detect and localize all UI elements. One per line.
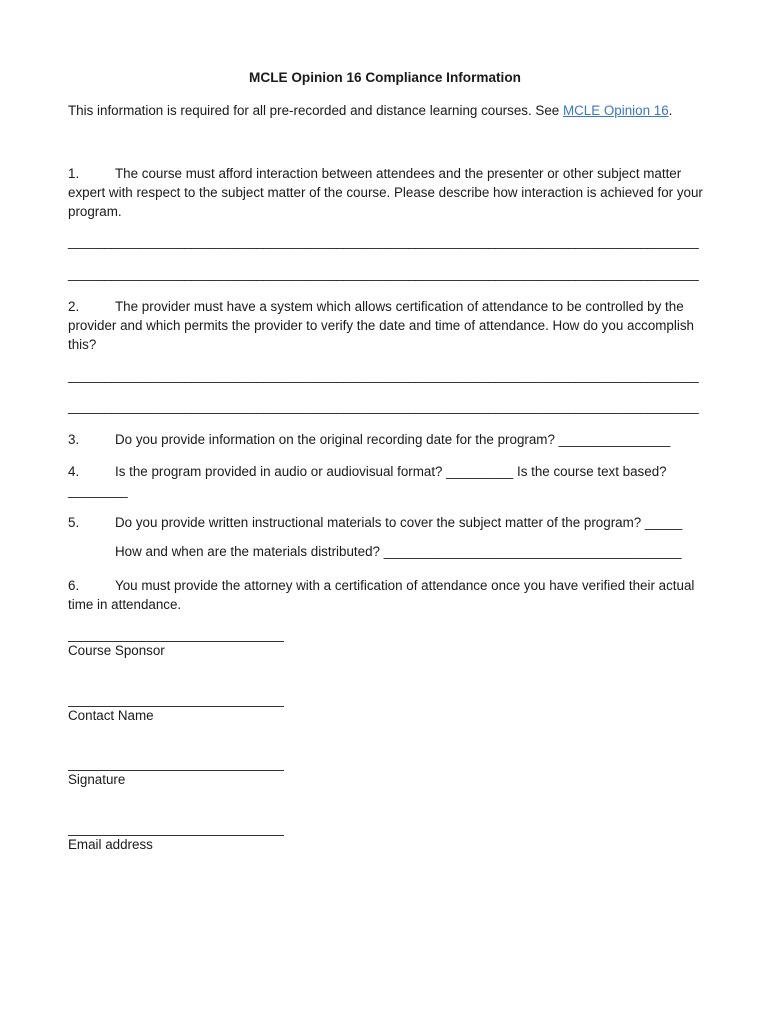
page-title: MCLE Opinion 16 Compliance Information [249,70,521,85]
intro-body: This information is required for all pre-recorded and distance learning courses. See [68,103,563,118]
question-1-text: The course must afford interaction between attendees and the presenter or other subject matter expert with respect to the subject matter of the course. Please describe how interaction is achieved for your program. [68,166,703,219]
sponsor-line[interactable] [68,641,284,642]
question-3 [68,430,708,449]
question-5-number: 5. [68,515,80,530]
question-5 [68,513,708,532]
question-1 [68,164,708,221]
signature-line[interactable] [68,770,284,771]
question-5-sub: How and when are the materials distributed? ________________________________________ [115,544,682,559]
question-4-number: 4. [68,464,80,479]
question-4-text: Is the program provided in audio or audiovisual format? _________ Is the course text based?________ [68,464,667,498]
sponsor-label: Course Sponsor [68,643,165,658]
question-2-number: 2. [68,299,80,314]
question-6-number: 6. [68,578,80,593]
question-2-text: The provider must have a system which allows certification of attendance to be controlled by the provider and which permits the provider to verify the date and time of attendance. How do you accomplish this? [68,299,694,352]
contact-label: Contact Name [68,708,154,723]
question-3-number: 3. [68,432,80,447]
email-label: Email address [68,837,153,852]
question-6-text: You must provide the attorney with a certification of attendance once you have verified their actual time in attendance. [68,578,695,612]
answer-1-line-2[interactable]: _______________________________________________________________________________________ [68,266,699,281]
question-6 [68,576,708,614]
answer-1-line-1[interactable]: _______________________________________________________________________________________ [68,234,699,249]
mcle-opinion-link[interactable]: MCLE Opinion 16 [562,103,669,118]
question-4 [68,462,708,500]
signature-label: Signature [68,772,126,787]
question-1-number: 1. [68,166,80,181]
question-5-text: Do you provide written instructional materials to cover the subject matter of the program? _____ [115,515,683,530]
answer-2-line-2[interactable]: _______________________________________________________________________________________ [68,399,699,414]
intro-text [68,103,672,118]
question-3-text: Do you provide information on the original recording date for the program? _______________ [115,432,671,447]
contact-line[interactable] [68,706,284,707]
email-line[interactable] [68,835,284,836]
answer-2-line-1[interactable]: _______________________________________________________________________________________ [68,368,699,383]
question-2 [68,297,708,354]
intro-end: . [668,103,673,118]
